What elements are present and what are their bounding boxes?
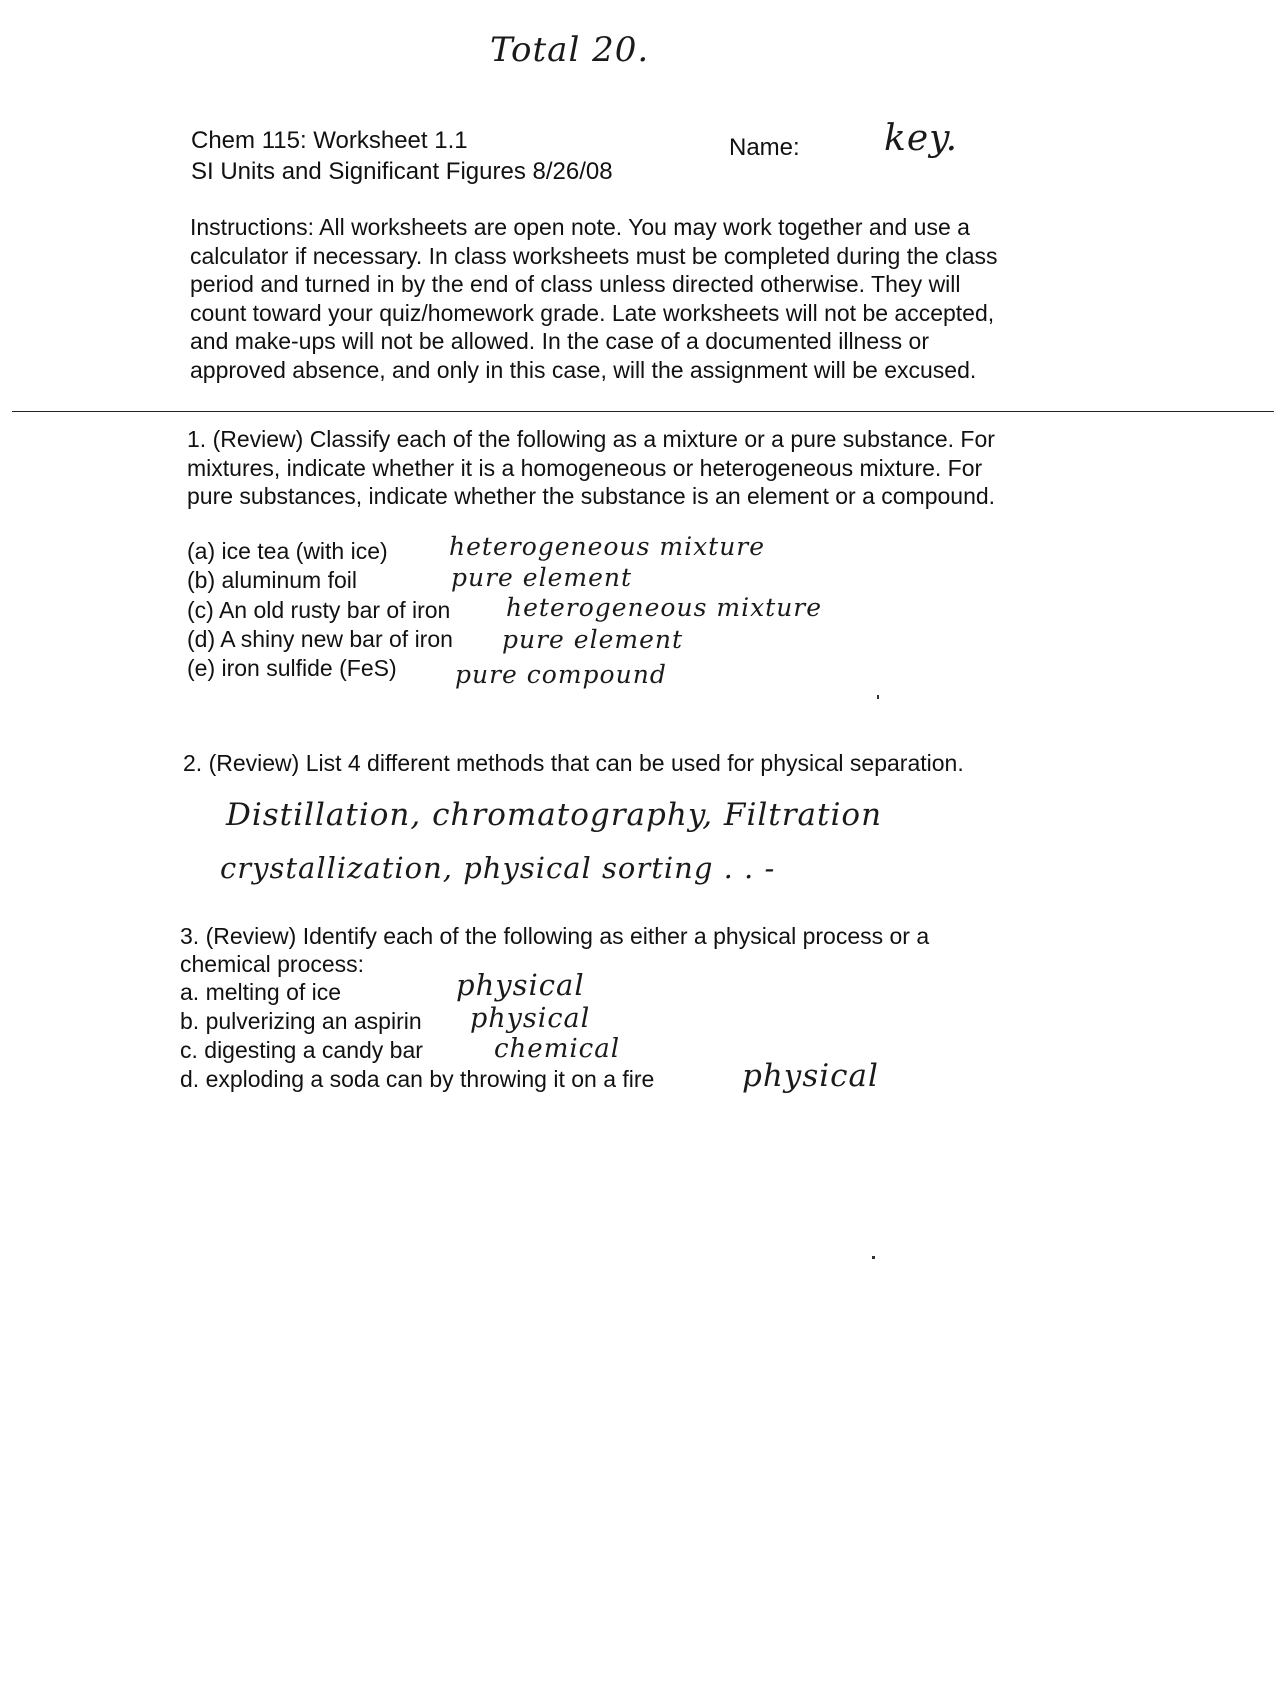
instructions-block [190, 213, 1110, 384]
q1-item-answer: pure element [451, 563, 633, 592]
q3-item-label: b. pulverizing an aspirin [180, 1008, 422, 1034]
name-label: Name: [729, 134, 800, 161]
q3-item-label: d. exploding a soda can by throwing it on a fire [180, 1066, 655, 1092]
instructions-line: and make-ups will not be allowed. In the case of a documented illness or [190, 328, 929, 354]
q2-answer-line: crystallization, physical sorting . . - [220, 851, 776, 885]
q3-prompt-line: chemical process: [180, 951, 365, 977]
q1-item-answer: pure compound [455, 660, 667, 689]
q3-item-answer: physical [470, 1003, 591, 1034]
instructions-line: approved absence, and only in this case, will the assignment will be excused. [190, 356, 977, 383]
handwritten-total: Total 20. [490, 30, 650, 70]
instructions-line: period and turned in by the end of class unless directed otherwise. They will [190, 271, 961, 297]
q1-item-answer: pure element [502, 625, 684, 654]
q1-prompt-line: 1. (Review) Classify each of the following as a mixture or a pure substance. For [187, 426, 995, 452]
q3-item-label: a. melting of ice [180, 979, 342, 1005]
worksheet-subtitle: SI Units and Significant Figures 8/26/08 [191, 158, 613, 185]
q2-prompt: 2. (Review) List 4 different methods that can be used for physical separation. [183, 750, 964, 776]
scan-speck [877, 695, 879, 699]
q1-prompt-line: pure substances, indicate whether the substance is an element or a compound. [187, 483, 996, 509]
q3-prompt [180, 922, 1100, 978]
q3-item-label: c. digesting a candy bar [180, 1037, 423, 1063]
q1-item-label: (b) aluminum foil [187, 567, 357, 593]
q1-item-label: (c) An old rusty bar of iron [187, 597, 451, 623]
q3-prompt-line: 3. (Review) Identify each of the following as either a physical process or a [180, 923, 930, 949]
q3-item-answer: physical [742, 1058, 879, 1094]
name-value: key. [884, 118, 959, 159]
scan-speck [872, 1256, 875, 1259]
instructions-line: calculator if necessary. In class worksheets must be completed during the class [190, 242, 998, 269]
q1-item-answer: heterogeneous mixture [506, 593, 823, 622]
section-divider [12, 411, 1274, 412]
q1-prompt-line: mixtures, indicate whether it is a homogeneous or heterogeneous mixture. For [187, 454, 983, 481]
q1-item-answer: heterogeneous mixture [449, 532, 766, 561]
q1-item-label: (a) ice tea (with ice) [187, 538, 388, 564]
instructions-line: count toward your quiz/homework grade. Late worksheets will not be accepted, [190, 299, 995, 326]
q1-item-label: (e) iron sulfide (FeS) [187, 655, 397, 681]
instructions-line: Instructions: All worksheets are open note. You may work together and use a [190, 214, 970, 240]
q1-item-label: (d) A shiny new bar of iron [187, 626, 453, 652]
q3-item-answer: chemical [494, 1034, 621, 1064]
q3-item-answer: physical [456, 968, 585, 1002]
q2-answer-line: Distillation, chromatography, Filtration [226, 797, 883, 833]
q1-prompt [187, 425, 1107, 511]
course-title: Chem 115: Worksheet 1.1 [191, 127, 468, 154]
